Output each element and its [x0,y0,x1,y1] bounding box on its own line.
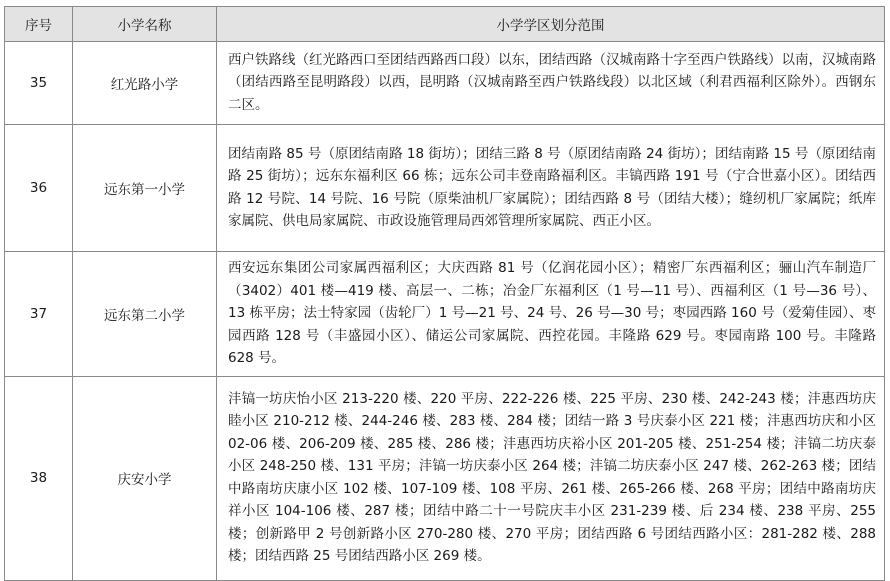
header-no: 序号 [5,7,73,42]
district-range: 沣镐一坊庆怡小区 213-220 楼、220 平房、222-226 楼、225 平房、230 楼、242-243 楼；沣惠西坊庆睦小区 210-212 楼、244-246 楼、283 楼、284 楼；团结一路 3 号庆泰小区 221 楼；沣惠西坊庆和小区 02-06 楼、206-209 楼、285 楼、286 楼；沣惠西坊庆裕小区 201-205 楼、251-254 楼；沣镐二坊庆泰小区 248-250 楼、131 平房；沣镐一坊庆泰小区 264 楼；沣镐二坊庆泰小区 247 楼、262-263 楼；团结中路南坊庆康小区 102 楼、107-109 楼、108 平房、261 楼、265-266 楼、268 平房；团结中路南坊庆祥小区 104-106 楼、287 楼；团结中路二十一号院庆丰小区 231-239 楼、后 234 楼、238 平房、255 楼；创新路甲 2 号创新路小区 270-280 楼、270 平房；团结西路 6 号团结西路小区：281-282 楼、288 楼；团结西路 25 号团结西路小区 269 楼。 [217,376,885,580]
table-row [5,42,885,125]
row-number: 35 [5,42,73,125]
table-row [5,252,885,377]
table-header-row [5,7,885,42]
table-row [5,376,885,580]
district-range: 西户铁路线（红光路西口至团结西路西口段）以东，团结西路（汉城南路十字至西户铁路线）以南，汉城南路（团结西路至昆明路段）以西，昆明路（汉城南路至西户铁路线段）以北区域（利君西福利区除外）。西钢东二区。 [217,42,885,125]
row-number: 37 [5,252,73,377]
table-row [5,125,885,252]
district-range: 西安远东集团公司家属西福利区；大庆西路 81 号（亿润花园小区）；精密厂东西福利区；骊山汽车制造厂（3402）401 楼—419 楼、高层一、二栋；冶金厂东福利区（1 号—11 号）、西福利区（1 号—36 号）、13 栋平房；法士特家园（齿轮厂）1 号—21 号、24 号、26 号—30 号；枣园西路 160 号（爱菊佳园）、枣园西路 128 号（丰盛园小区）、储运公司家属院、西控花园。丰隆路 629 号。枣园南路 100 号。丰隆路 628 号。 [217,252,885,377]
header-school-name: 小学名称 [73,7,217,42]
row-number: 38 [5,376,73,580]
school-district-table [4,6,885,581]
school-name: 红光路小学 [73,42,217,125]
school-name: 庆安小学 [73,376,217,580]
header-district-range: 小学学区划分范围 [217,7,885,42]
school-name: 远东第一小学 [73,125,217,252]
district-range: 团结南路 85 号（原团结南路 18 街坊）；团结三路 8 号（原团结南路 24 街坊）；团结南路 15 号（原团结南路 25 街坊）；远东东福利区 66 栋；远东公司丰登南路福利区。丰镐西路 191 号（宁合世嘉小区）。团结西路 12 号院、14 号院、16 号院（原柴油机厂家属院）；团结西路 8 号（团结大楼）；缝纫机厂家属院；纸库家属院、供电局家属院、市政设施管理局西郊管理所家属院、西正小区。 [217,125,885,252]
school-name: 远东第二小学 [73,252,217,377]
row-number: 36 [5,125,73,252]
